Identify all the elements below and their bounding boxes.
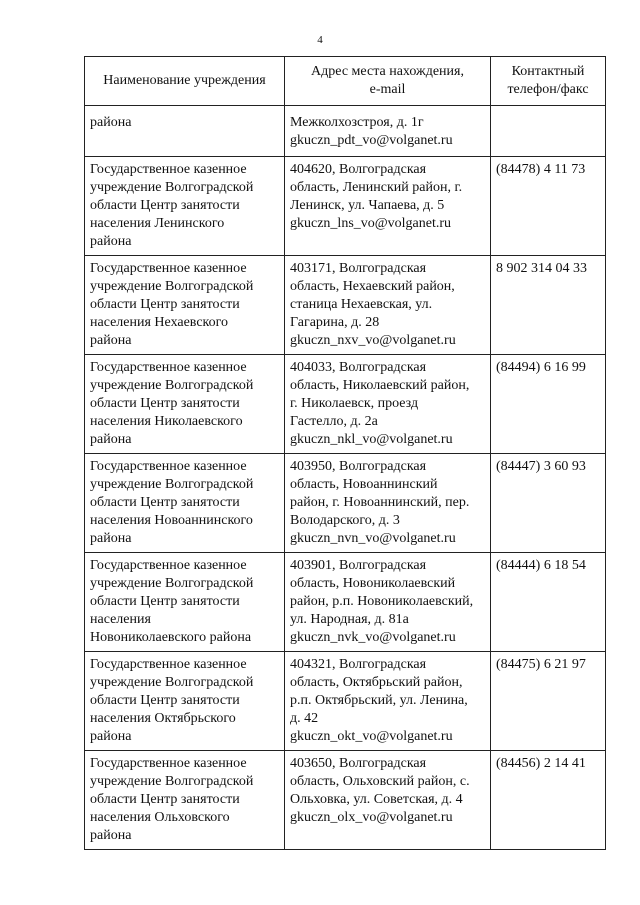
institution-name-line: района [90,234,132,249]
phone-cell [491,106,606,157]
institution-name-line: области Центр занятости [90,495,240,510]
address-line: область, Николаевский район, [290,378,470,393]
institution-name-line: учреждение Волгоградской [90,774,254,789]
address-line: Межколхозстроя, д. 1г [290,115,424,130]
institution-name-line: района [90,333,132,348]
address-line: Гагарина, д. 28 [290,315,380,330]
phone-text: (84447) 3 60 93 [496,459,586,474]
phone-text: 8 902 314 04 33 [496,261,587,276]
address-line: область, Нехаевский район, [290,279,455,294]
address-cell [285,106,491,157]
address-line: Гастелло, д. 2а [290,414,378,429]
address-line: р.п. Октябрьский, ул. Ленина, [290,693,468,708]
header-contact-label: Контактный [511,64,585,79]
institution-name-line: Государственное казенное [90,459,247,474]
institution-name-line: района [90,115,132,130]
institution-name-line: учреждение Волгоградской [90,576,254,591]
email-text: gkuczn_nxv_vo@volganet.ru [290,333,456,348]
address-line: 404620, Волгоградская [290,162,427,177]
institution-name-line: Новониколаевского района [90,630,252,645]
address-line: область, Ольховский район, с. [290,774,470,789]
phone-cell [491,454,606,553]
email-text: gkuczn_nvn_vo@volganet.ru [290,531,456,546]
table-row [85,106,606,157]
institution-name-line: учреждение Волгоградской [90,477,254,492]
header-name-label: Наименование учреждения [103,73,266,88]
address-line: ул. Народная, д. 81а [290,612,409,627]
address-cell [285,256,491,355]
address-line: станица Нехаевская, ул. [290,297,433,312]
institution-name-line: Государственное казенное [90,261,247,276]
address-cell [285,553,491,652]
institution-name-cell [85,355,285,454]
institution-name-line: области Центр занятости [90,594,240,609]
table-row [85,355,606,454]
institution-name-cell [85,157,285,256]
institution-name-cell [85,106,285,157]
address-line: 404321, Волгоградская [290,657,427,672]
institution-name-line: населения Ленинского [90,216,225,231]
email-text: gkuczn_okt_vo@volganet.ru [290,729,453,744]
address-line: г. Николаевск, проезд [290,396,419,411]
institution-name-cell [85,751,285,850]
address-line: область, Ленинский район, г. [290,180,463,195]
institution-name-line: области Центр занятости [90,297,240,312]
institution-name-cell [85,256,285,355]
institution-name-cell [85,553,285,652]
table-header-row [85,57,606,106]
table-row [85,553,606,652]
institution-name-line: Государственное казенное [90,756,247,771]
address-line: 403171, Волгоградская [290,261,427,276]
institution-name-line: учреждение Волгоградской [90,378,254,393]
email-text: gkuczn_nvk_vo@volganet.ru [290,630,456,645]
phone-cell [491,157,606,256]
header-address-label: Адрес места нахождения, [311,64,464,79]
institution-name-line: района [90,729,132,744]
address-line: 403950, Волгоградская [290,459,427,474]
institution-name-line: Государственное казенное [90,558,247,573]
institution-name-line: учреждение Волгоградской [90,279,254,294]
institution-name-line: Государственное казенное [90,657,247,672]
institution-name-line: Государственное казенное [90,360,247,375]
address-line: район, г. Новоаннинский, пер. [290,495,470,510]
address-cell [285,652,491,751]
institution-name-line: населения Новоаннинского [90,513,253,528]
email-text: gkuczn_olx_vo@volganet.ru [290,810,453,825]
phone-cell [491,355,606,454]
phone-text: (84444) 6 18 54 [496,558,586,573]
header-name [85,57,285,106]
institution-name-line: учреждение Волгоградской [90,675,254,690]
header-address [285,57,491,106]
phone-text: (84494) 6 16 99 [496,360,586,375]
address-line: область, Октябрьский район, [290,675,463,690]
institutions-table [84,56,606,850]
phone-text: (84478) 4 11 73 [496,162,586,177]
institution-name-cell [85,454,285,553]
address-line: 404033, Волгоградская [290,360,427,375]
email-text: gkuczn_pdt_vo@volganet.ru [290,133,453,148]
institution-name-line: населения [90,612,151,627]
institution-name-line: района [90,828,132,843]
address-line: область, Новоаннинский [290,477,438,492]
phone-cell [491,751,606,850]
address-line: район, р.п. Новониколаевский, [290,594,474,609]
header-email-label: e-mail [369,82,406,97]
institution-name-cell [85,652,285,751]
institution-name-line: Государственное казенное [90,162,247,177]
address-cell [285,751,491,850]
institution-name-line: области Центр занятости [90,693,240,708]
institution-name-line: области Центр занятости [90,396,240,411]
table-row [85,652,606,751]
address-line: 403650, Волгоградская [290,756,427,771]
address-line: д. 42 [290,711,319,726]
table-row [85,454,606,553]
table-row [85,157,606,256]
institution-name-line: района [90,432,132,447]
phone-text: (84475) 6 21 97 [496,657,586,672]
phone-text: (84456) 2 14 41 [496,756,586,771]
email-text: gkuczn_nkl_vo@volganet.ru [290,432,453,447]
address-cell [285,157,491,256]
address-line: область, Новониколаевский [290,576,456,591]
address-line: Ленинск, ул. Чапаева, д. 5 [290,198,445,213]
address-line: 403901, Волгоградская [290,558,427,573]
institution-name-line: населения Октябрьского [90,711,236,726]
page-number: 4 [317,34,323,46]
institution-name-line: населения Нехаевского [90,315,229,330]
phone-cell [491,652,606,751]
address-cell [285,355,491,454]
table-row [85,256,606,355]
institution-name-line: учреждение Волгоградской [90,180,254,195]
institution-name-line: области Центр занятости [90,198,240,213]
phone-cell [491,256,606,355]
table-row [85,751,606,850]
institution-name-line: населения Николаевского [90,414,243,429]
header-contact [491,57,606,106]
phone-cell [491,553,606,652]
address-line: Володарского, д. 3 [290,513,400,528]
address-line: Ольховка, ул. Советская, д. 4 [290,792,463,807]
institution-name-line: области Центр занятости [90,792,240,807]
email-text: gkuczn_lns_vo@volganet.ru [290,216,452,231]
header-phone-label: телефон/факс [507,82,589,97]
address-cell [285,454,491,553]
institution-name-line: населения Ольховского [90,810,230,825]
institution-name-line: района [90,531,132,546]
